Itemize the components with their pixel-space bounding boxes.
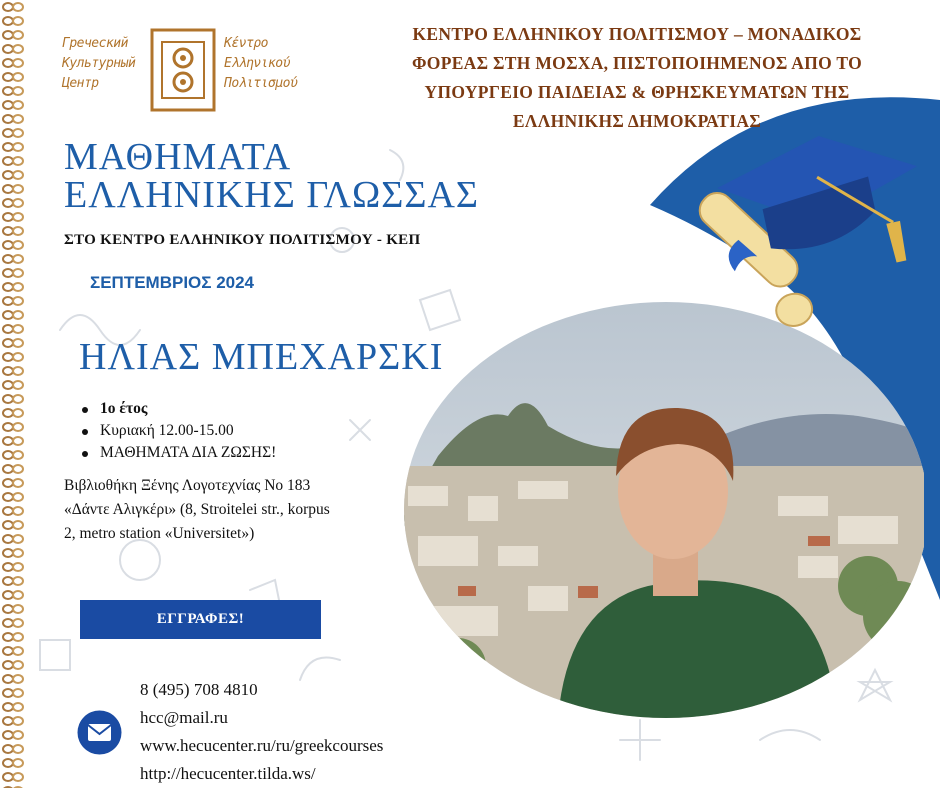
header-line: ΕΛΛΗΝΙΚΗΣ ΔΗΜΟΚΡΑΤΙΑΣ — [512, 111, 762, 131]
logo-text-gr — [224, 34, 314, 94]
logo-gr-line: Πολιτισμού — [224, 76, 298, 91]
subtitle: ΣΤΟ ΚΕΝΤΡΟ ΕΛΛΗΝΙΚΟΥ ΠΟΛΙΤΙΣΜΟΥ - ΚΕΠ — [64, 232, 421, 248]
logo-ru-line: Культурный — [62, 56, 136, 71]
page-title — [64, 138, 479, 214]
list-item: 1ο έτος — [80, 398, 276, 420]
logo — [62, 28, 302, 118]
header-line: ΦΟΡΕΑΣ ΣΤΗ ΜΟΣΧΑ, ΠΙΣΤΟΠΟΙΗΜΕΝΟΣ ΑΠΟ ΤΟ — [412, 53, 862, 73]
list-item: ΜΑΘΗΜΑΤΑ ΔΙΑ ΖΩΣΗΣ! — [80, 442, 276, 464]
website-link[interactable]: www.hecucenter.ru/ru/greekcourses — [140, 736, 384, 755]
mail-icon — [77, 710, 122, 755]
logo-gr-line: Ελληνικού — [224, 56, 290, 71]
register-button[interactable]: ΕΓΓΡΑΦΕΣ! — [80, 600, 321, 639]
header-line: ΥΠΟΥΡΓΕΙΟ ΠΑΙΔΕΙΑΣ & ΘΡΗΣΚΕΥΜΑΤΩΝ ΤΗΣ — [424, 82, 850, 102]
list-item: Κυριακή 12.00-15.00 — [80, 420, 276, 442]
address-line: 2, metro station «Universitet») — [64, 525, 255, 542]
contacts — [140, 676, 383, 788]
logo-ru-line: Греческий — [62, 36, 128, 51]
logo-gr-line: Κέντρο — [224, 36, 268, 51]
address-line: Βιβλιοθήκη Ξένης Λογοτεχνίας Νο 183 — [64, 477, 311, 494]
teacher-photo — [398, 286, 924, 718]
website-link[interactable]: http://hecucenter.tilda.ws/ — [140, 764, 316, 783]
logo-ru-line: Центр — [62, 76, 99, 91]
address — [64, 474, 394, 546]
header-statement — [352, 20, 922, 136]
title-line: ΜΑΘΗΜΑΤΑ — [64, 136, 292, 178]
logo-emblem-icon — [148, 28, 218, 112]
graduation-cap-icon — [680, 130, 940, 350]
logo-text-ru — [62, 34, 142, 94]
header-line: ΚΕΝΤΡΟ ΕΛΛΗΝΙΚΟΥ ΠΟΛΙΤΙΣΜΟΥ – ΜΟΝΑΔΙΚΟΣ — [412, 24, 862, 44]
title-line: ΕΛΛΗΝΙΚΗΣ ΓΛΩΣΣΑΣ — [64, 174, 480, 216]
teacher-name: ΗΛΙΑΣ ΜΠΕΧΑΡΣΚΙ — [79, 336, 444, 378]
course-month: ΣΕΠΤΕΜΒΡΙΟΣ 2024 — [90, 273, 255, 292]
phone-text: 8 (495) 708 4810 — [140, 680, 258, 699]
course-details — [80, 398, 276, 464]
address-line: «Δάντε Αλιγκέρι» (8, Stroitelei str., korpus — [64, 501, 330, 518]
email-link[interactable]: hcc@mail.ru — [140, 708, 228, 727]
